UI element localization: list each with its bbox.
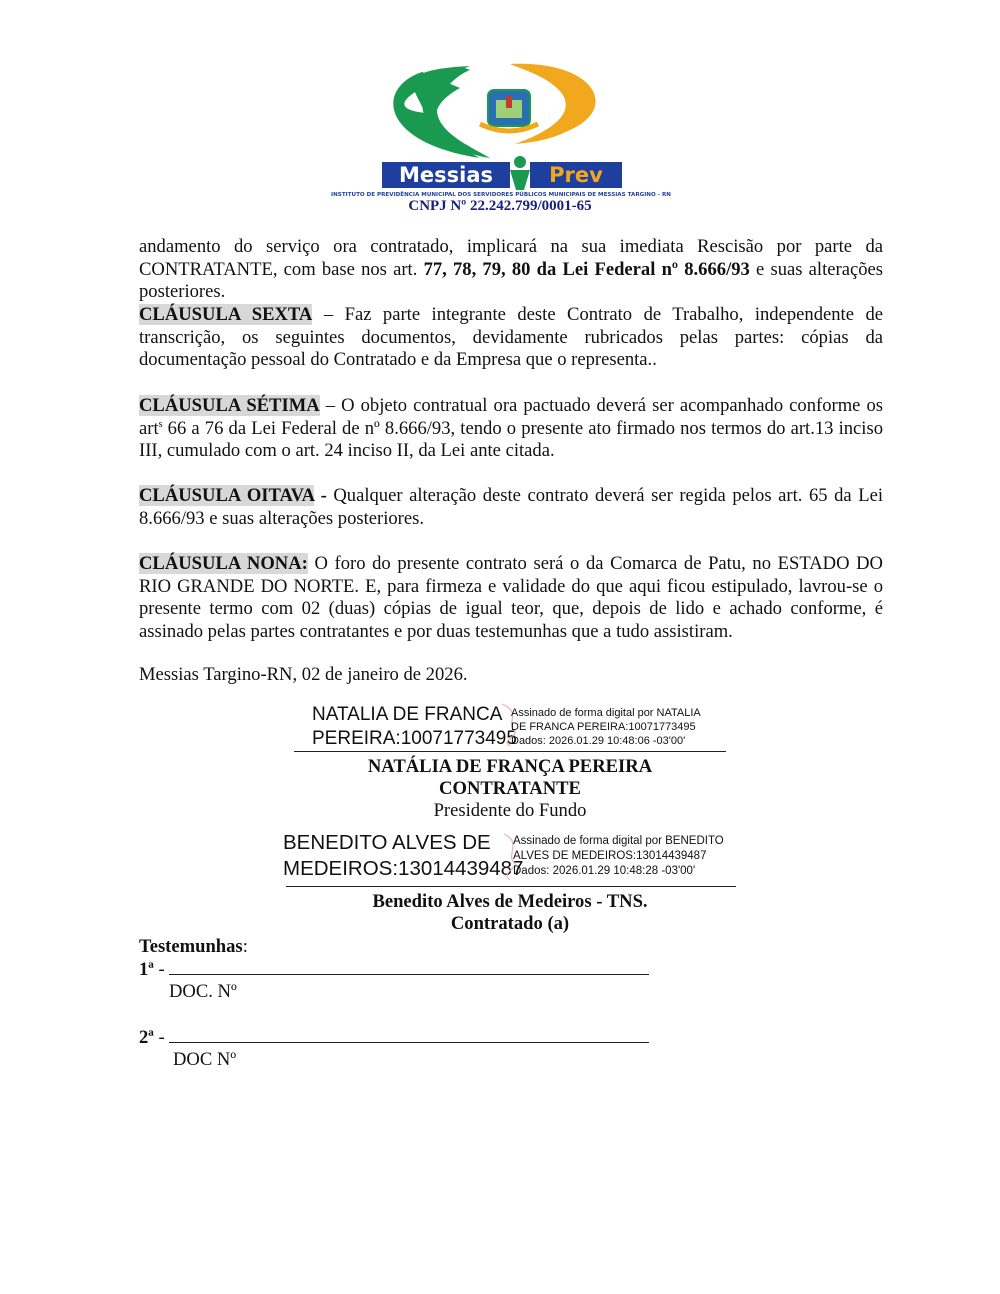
sig2-role: Contratado (a) xyxy=(450,913,570,934)
sig1-name-line1: NATALIA DE FRANCA xyxy=(312,704,503,725)
sig2-stamp-line3: Dados: 2026.01.29 10:48:28 -03'00' xyxy=(513,865,696,877)
clause-ninth-text: O foro do presente contrato será o da Comarca de Patu, no ESTADO DO RIO GRANDE DO NORTE. E, para firmeza e validade do que aqui ficou estipulado, lavrou-se o presente termo com 02 (duas) cópias de igual teor, que, depois de lido e achado conforme, é assinado pelas partes contratantes e por duas testemunhas que a tudo assistiram. xyxy=(139,553,883,642)
sig1-line xyxy=(294,751,726,752)
clause-seventh-text-a: – O objeto contratual ora pactuado deverá ser acompanhado conforme os art xyxy=(139,395,884,439)
paragraph-rescission xyxy=(139,236,883,304)
p1-law-bold: 77, 78, 79, 80 da Lei Federal nº 8.666/93 xyxy=(423,258,750,280)
logo-person-head xyxy=(514,156,526,168)
witness-1-dash: - xyxy=(153,959,170,980)
logo-title-left: Messias xyxy=(398,163,494,187)
witness-2-dash: - xyxy=(153,1027,170,1048)
sig1-name-line2: PEREIRA:10071773495 xyxy=(312,728,517,749)
witness-1-doc: DOC. Nº xyxy=(169,981,237,1002)
sig1-printed-name: NATÁLIA DE FRANÇA PEREIRA xyxy=(367,756,653,777)
clause-eighth-label: CLÁUSULA OITAVA xyxy=(139,485,315,506)
sig2-name-line1: BENEDITO ALVES DE xyxy=(283,831,491,854)
clause-seventh xyxy=(139,395,883,463)
p1-text-a: andamento do serviço ora contratado, implicará na sua imediata Rescisão por parte da CONTRATANTE, com base nos art. xyxy=(139,236,883,280)
clause-seventh-text-b: 66 a 76 da Lei Federal de nº 8.666/93, tendo o presente ato firmado nos termos do art.13 inciso III, cumulado com o art. 24 inciso II, da Lei ante citada. xyxy=(139,417,883,462)
cnpj: CNPJ Nº 22.242.799/0001-65 xyxy=(408,198,592,214)
witness-2-doc: DOC Nº xyxy=(173,1049,237,1070)
sig1-role: CONTRATANTE xyxy=(439,778,581,799)
messias-prev-logo xyxy=(320,58,682,198)
sig1-stamp-line3: Dados: 2026.01.29 10:48:06 -03'00' xyxy=(511,735,686,747)
sig2-stamp-line1: Assinado de forma digital por BENEDITO xyxy=(513,835,724,847)
clause-seventh-label: CLÁUSULA SÉTIMA xyxy=(139,395,320,416)
sig2-name-line2: MEDEIROS:13014439487 xyxy=(283,857,524,880)
witness-2-label: 2ª xyxy=(139,1027,154,1048)
witnesses-heading xyxy=(139,936,248,958)
sig1-stamp-line2: DE FRANCA PEREIRA:10071773495 xyxy=(511,721,696,733)
sig2-line xyxy=(286,886,736,887)
logo-institute: INSTITUTO DE PREVIDÊNCIA MUNICIPAL DOS SERVIDORES PÚBLICOS MUNICIPAIS DE MESSIAS TARGINO - RN xyxy=(331,192,671,198)
witness-2-row xyxy=(139,1026,649,1049)
clause-eighth xyxy=(139,485,883,530)
witness-2-signature-line[interactable] xyxy=(169,1026,649,1043)
p1-text-b: e suas alterações posteriores. xyxy=(139,258,884,303)
clause-sixth-label: CLÁUSULA SEXTA xyxy=(139,304,313,325)
logo-title-right: Prev xyxy=(549,163,603,187)
sig1-title: Presidente do Fundo xyxy=(433,800,587,821)
clause-eighth-text: Qualquer alteração deste contrato deverá ser regida pelos art. 65 da Lei 8.666/93 e suas alterações posteriores. xyxy=(139,485,884,529)
logo-person-body xyxy=(510,170,530,190)
witnesses-heading-text: Testemunhas xyxy=(139,936,243,957)
place-date: Messias Targino-RN, 02 de janeiro de 2026. xyxy=(139,664,468,685)
clause-eighth-dash: - xyxy=(314,485,327,506)
witness-1-signature-line[interactable] xyxy=(169,958,649,975)
sig2-printed-name: Benedito Alves de Medeiros - TNS. xyxy=(372,891,648,912)
clause-sixth xyxy=(139,304,883,372)
witness-1-row xyxy=(139,958,649,981)
witness-1-label: 1ª xyxy=(139,959,154,980)
clause-ninth-label: CLÁUSULA NONA: xyxy=(139,553,308,574)
sig1-stamp-line1: Assinado de forma digital por NATALIA xyxy=(511,707,701,719)
clause-sixth-text: – Faz parte integrante deste Contrato de Trabalho, independente de transcrição, os seguintes documentos, devidamente rubricados pelas partes: cópias da documentação pessoal do Contratado e da Empresa que o representa.. xyxy=(139,304,883,371)
clause-ninth xyxy=(139,553,883,643)
sig2-stamp-line2: ALVES DE MEDEIROS:13014439487 xyxy=(513,850,707,862)
witnesses-heading-colon: : xyxy=(242,936,248,957)
clause-seventh-sup: s xyxy=(158,418,163,430)
